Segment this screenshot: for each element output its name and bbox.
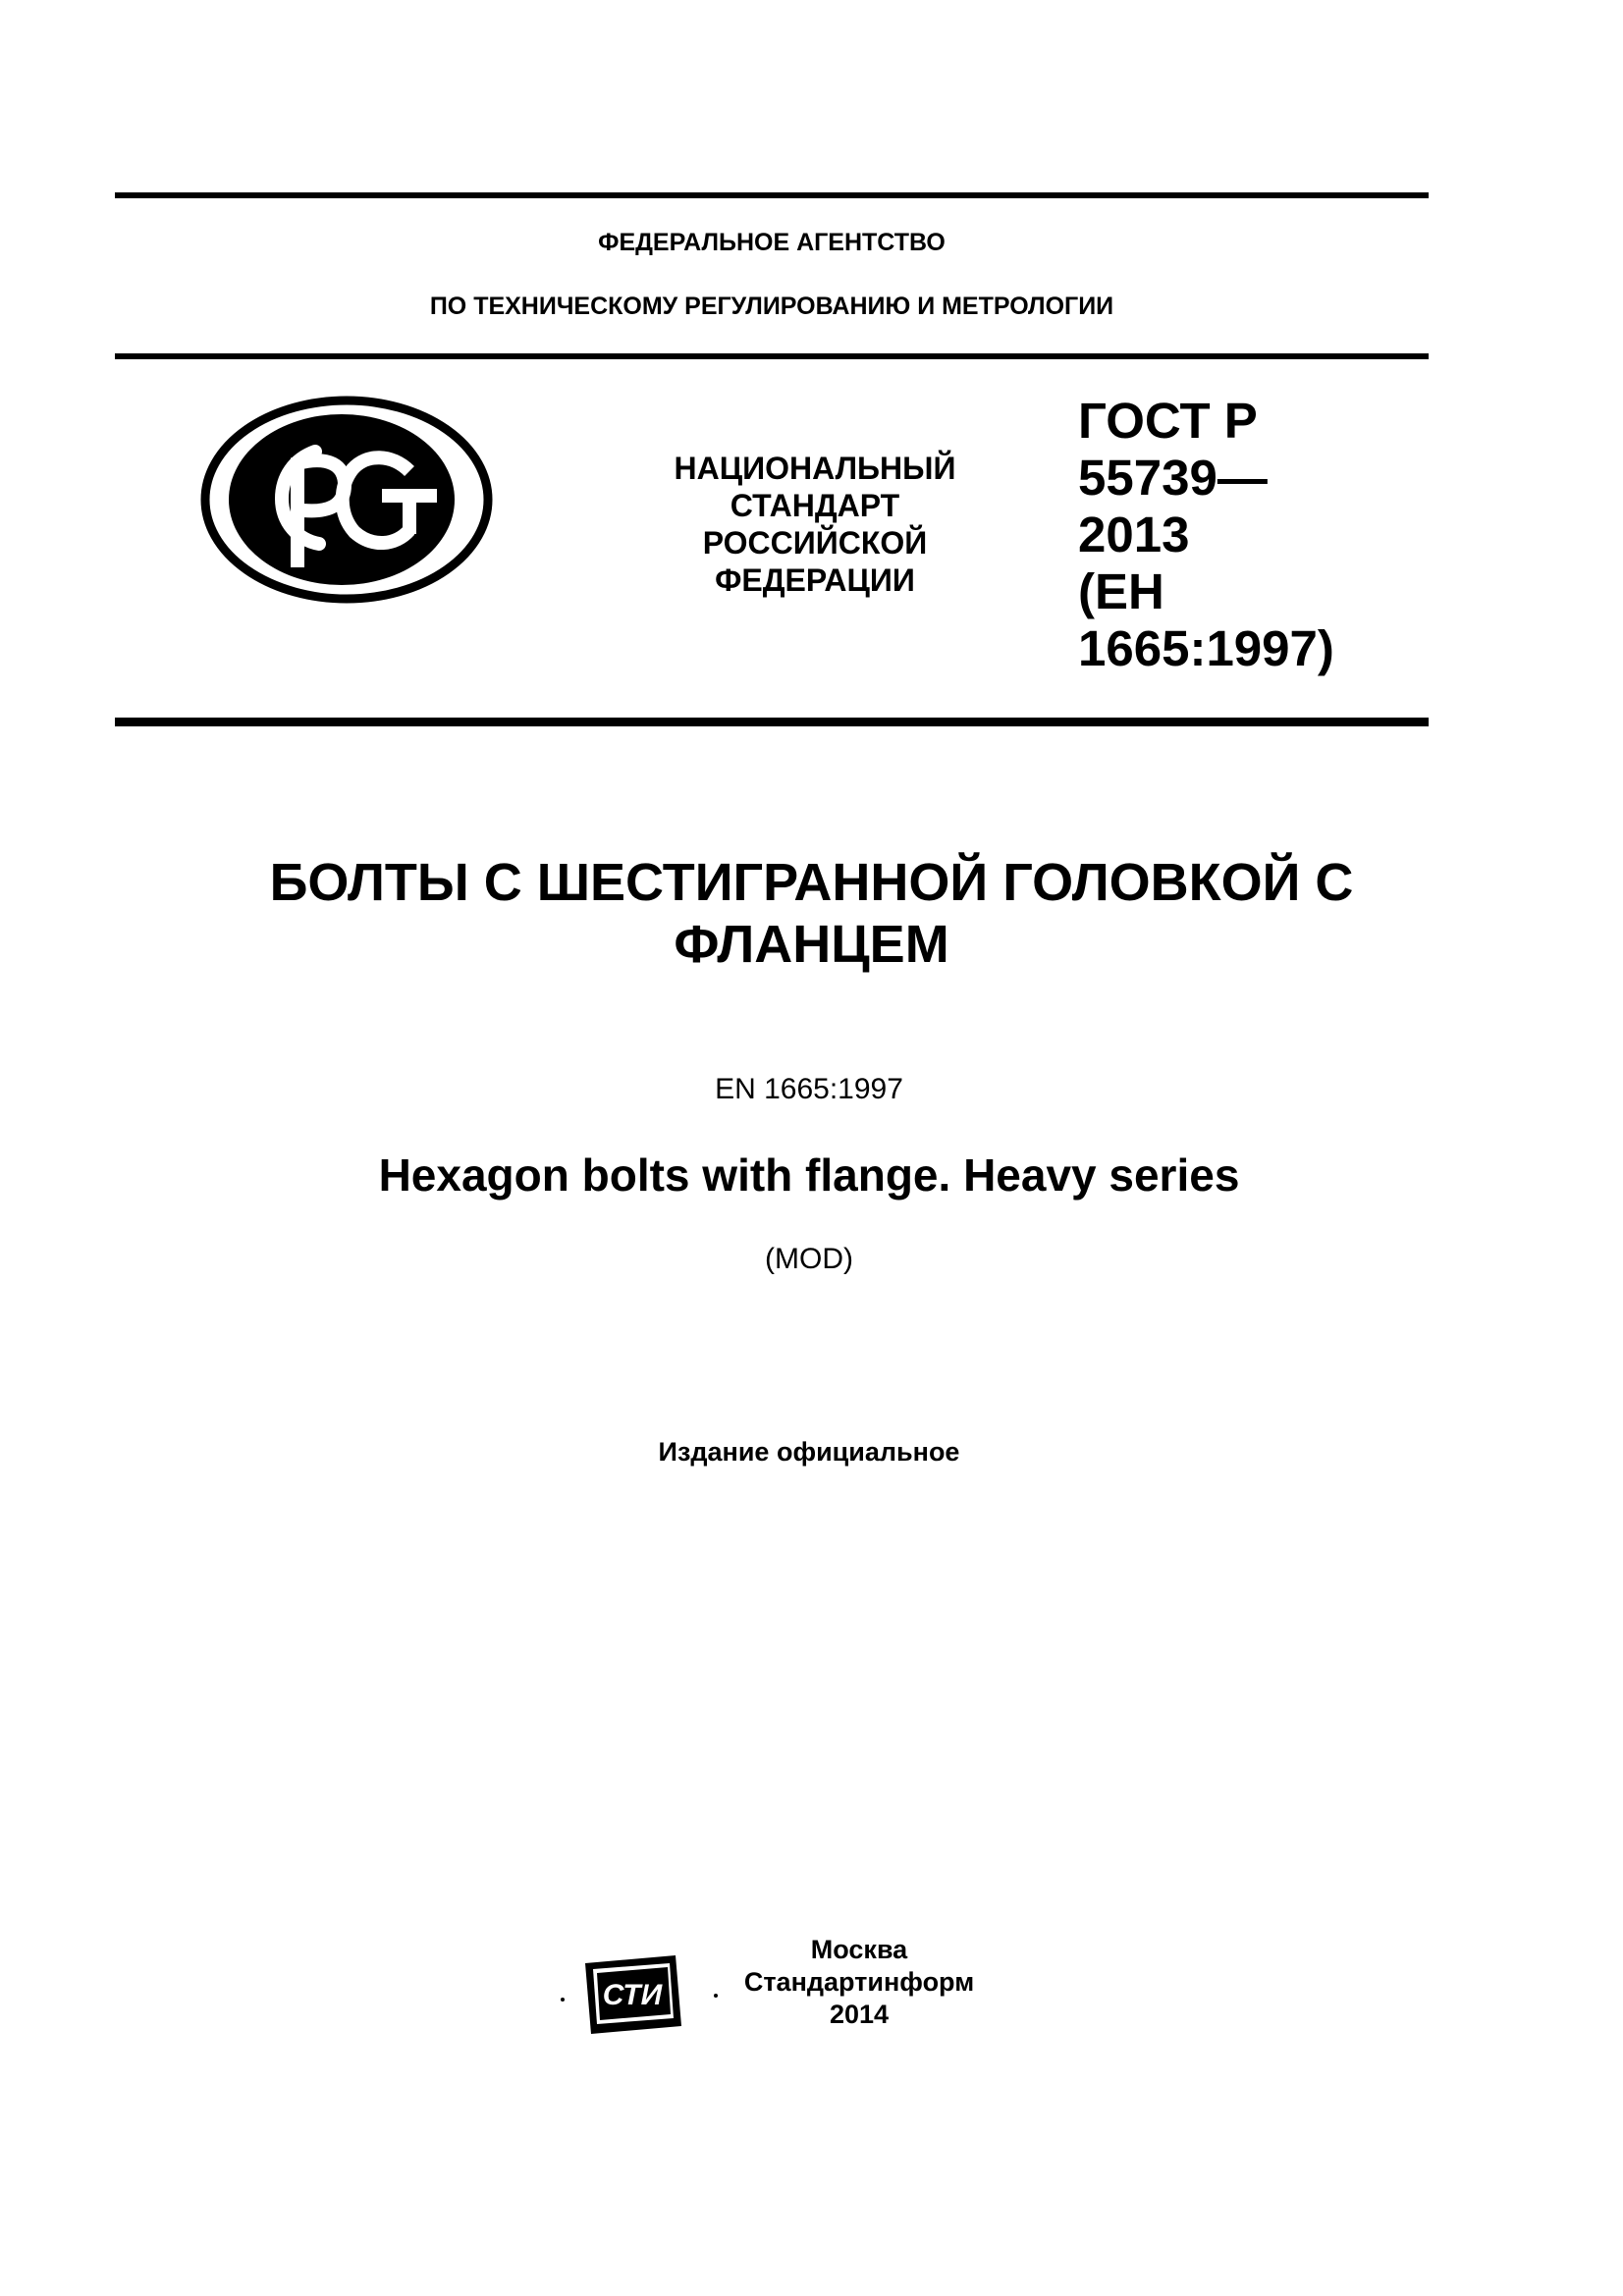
bottom-rule <box>115 718 1429 726</box>
national-standard-line3: РОССИЙСКОЙ <box>702 525 928 561</box>
national-standard-line4: ФЕДЕРАЦИИ <box>715 562 915 598</box>
publisher-logo-text: СТИ <box>602 1979 663 2011</box>
publication-year: 2014 <box>829 2000 890 2029</box>
top-rule <box>115 192 1429 198</box>
designation-line2: 55739— <box>1078 450 1268 506</box>
scan-speck <box>561 1998 565 2002</box>
national-standard-label <box>628 450 1001 599</box>
document-title-line2: ФЛАНЦЕМ <box>674 915 949 974</box>
publisher-city: Москва <box>810 1935 908 1964</box>
agency-name-line2: ПО ТЕХНИЧЕСКОМУ РЕГУЛИРОВАНИЮ И МЕТРОЛОГИИ <box>429 293 1114 320</box>
modification-note: (MOD) <box>765 1243 853 1275</box>
rst-certification-mark-icon <box>199 395 494 606</box>
document-title <box>177 852 1446 976</box>
middle-rule <box>115 353 1429 359</box>
publisher-block <box>727 1934 992 2031</box>
designation-line3: 2013 <box>1078 507 1190 562</box>
edition-note: Издание официальное <box>658 1437 960 1467</box>
standard-designation <box>1078 393 1334 677</box>
designation-line1: ГОСТ Р <box>1078 393 1258 449</box>
publisher-name: Стандартинформ <box>743 1967 975 1997</box>
document-title-line1: БОЛТЫ С ШЕСТИГРАННОЙ ГОЛОВКОЙ С <box>269 853 1354 912</box>
scan-speck <box>714 1994 718 1998</box>
designation-line5: 1665:1997) <box>1078 620 1334 676</box>
en-reference: EN 1665:1997 <box>715 1073 903 1105</box>
national-standard-line2: СТАНДАРТ <box>730 488 900 523</box>
english-title: Hexagon bolts with flange. Heavy series <box>378 1149 1240 1201</box>
designation-line4: (ЕН <box>1078 563 1164 619</box>
standartinform-logo-icon <box>581 1953 685 2036</box>
agency-name-line1: ФЕДЕРАЛЬНОЕ АГЕНТСТВО <box>598 229 946 256</box>
national-standard-line1: НАЦИОНАЛЬНЫЙ <box>674 451 956 486</box>
